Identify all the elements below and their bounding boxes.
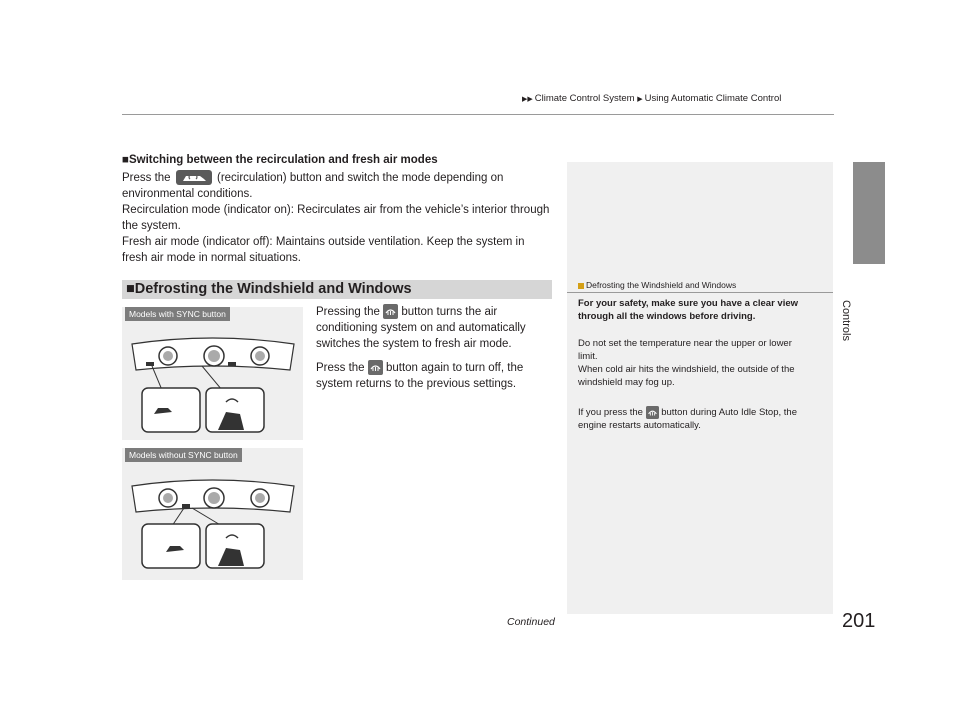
recirculation-icon bbox=[176, 170, 212, 185]
front-defrost-icon bbox=[368, 360, 383, 375]
section-tab bbox=[853, 162, 885, 264]
square-bullet-icon: ■ bbox=[122, 154, 129, 166]
breadcrumb-item[interactable]: Climate Control System bbox=[534, 93, 635, 104]
page-number: 201 bbox=[842, 610, 876, 632]
breadcrumb bbox=[522, 93, 781, 104]
front-defrost-icon bbox=[383, 304, 398, 319]
climate-panel-illustration bbox=[122, 322, 303, 440]
note-divider bbox=[567, 292, 833, 293]
breadcrumb-arrow-icon: ▶▶ bbox=[522, 96, 533, 103]
note-paragraph: Do not set the temperature near the upper or lower limit. When cold air hits the windshield, the outside of the windshield may fog up. bbox=[578, 338, 795, 388]
note-marker-icon bbox=[578, 283, 584, 289]
note-paragraph: If you press the button during Auto Idle Stop, the engine restarts automatically. bbox=[578, 407, 797, 432]
note-warning: For your safety, make sure you have a clear view through all the windows before driving. bbox=[578, 298, 799, 322]
continued-label: Continued bbox=[507, 616, 555, 628]
figure-label: Models with SYNC button bbox=[125, 307, 230, 321]
breadcrumb-item[interactable]: Using Automatic Climate Control bbox=[644, 93, 782, 104]
note-title: Defrosting the Windshield and Windows bbox=[578, 280, 736, 290]
figure-label: Models without SYNC button bbox=[125, 448, 242, 462]
section-heading: ■Defrosting the Windshield and Windows bbox=[126, 281, 412, 297]
section-label: Controls bbox=[840, 300, 852, 341]
breadcrumb-arrow-icon: ▶ bbox=[637, 96, 643, 103]
header-divider bbox=[122, 114, 834, 115]
recirc-text: Press the (recirculation) button and switch the mode depending on environmental conditions. Recirculation mode (indicator on): Recirculates air from the vehicle’s interior through the system. Fresh air mode (indicator off): Maintains outside ventilation. Keep the system in fresh air mode in normal situations. bbox=[122, 172, 550, 264]
subsection-heading: ■Switching between the recirculation and fresh air modes bbox=[122, 154, 438, 166]
climate-panel-illustration bbox=[122, 464, 303, 580]
square-bullet-icon: ■ bbox=[126, 281, 135, 297]
front-defrost-icon bbox=[646, 406, 659, 419]
defrost-text: Pressing the button turns the air conditioning system on and automatically switches the system to fresh air mode. Press the button again to turn off, the system returns to the previous settings. bbox=[316, 306, 526, 390]
